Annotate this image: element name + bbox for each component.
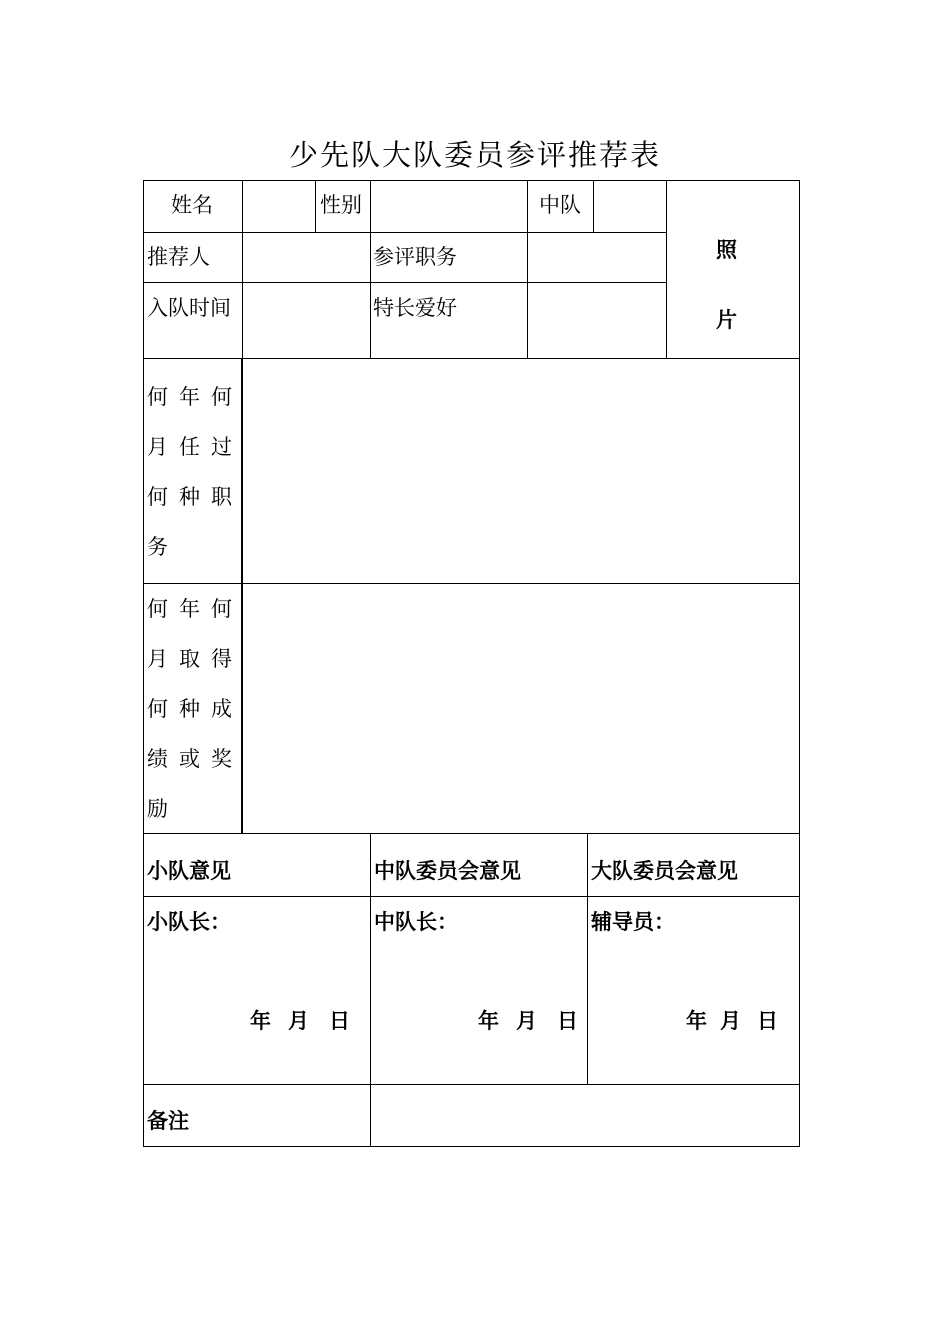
- table-border-bottom: [143, 1146, 800, 1147]
- positions-label-line: 月任过: [147, 435, 243, 459]
- recommender-label: 推荐人: [147, 245, 210, 269]
- position-label: 参评职务: [373, 245, 457, 269]
- table-border-left: [143, 180, 144, 1147]
- squad-committee-opinion-label: 中队委员会意见: [374, 858, 521, 883]
- positions-label-line: 何年何: [147, 385, 243, 409]
- gender-field[interactable]: [372, 182, 526, 231]
- column-divider: [666, 180, 667, 358]
- column-divider: [587, 833, 588, 1084]
- date-year: 年: [250, 1008, 271, 1033]
- date-year: 年: [478, 1008, 499, 1033]
- squad-label: 中队: [539, 193, 581, 217]
- brigade-committee-opinion-label: 大队委员会意见: [591, 858, 738, 883]
- counselor-label: 辅导员：: [591, 909, 675, 934]
- date-month: 月: [720, 1008, 741, 1033]
- awards-label-line: 月取得: [147, 647, 243, 671]
- awards-label: [147, 584, 243, 834]
- row-divider: [143, 1084, 800, 1085]
- date-month: 月: [516, 1008, 537, 1033]
- join-time-label: 入队时间: [147, 296, 231, 320]
- small-team-opinion-label: 小队意见: [147, 858, 231, 883]
- gender-label: 性别: [320, 193, 362, 217]
- row-divider: [143, 896, 800, 897]
- row-divider: [143, 232, 667, 233]
- date-year: 年: [686, 1008, 707, 1033]
- remarks-field[interactable]: [372, 1086, 798, 1145]
- column-divider: [370, 232, 371, 358]
- date-day: 日: [329, 1008, 350, 1033]
- awards-label-line: 何种成: [147, 697, 243, 721]
- photo-label-char2: 片: [716, 307, 737, 332]
- recommender-field[interactable]: [244, 234, 369, 281]
- column-divider: [242, 180, 243, 358]
- column-divider: [527, 180, 528, 358]
- small-team-leader-label: 小队长：: [147, 909, 231, 934]
- positions-label-line: 务: [147, 535, 179, 559]
- positions-field[interactable]: [244, 360, 798, 582]
- photo-label-char1: 照: [716, 237, 737, 262]
- table-border-right: [799, 180, 800, 1147]
- awards-field[interactable]: [244, 585, 798, 832]
- positions-label-line: 何种职: [147, 485, 243, 509]
- column-divider: [593, 180, 594, 232]
- date-month: 月: [288, 1008, 309, 1033]
- join-time-field[interactable]: [244, 284, 369, 357]
- remarks-label: 备注: [147, 1108, 189, 1133]
- photo-area[interactable]: [668, 182, 798, 357]
- squad-committee-opinion-field[interactable]: [372, 940, 586, 1000]
- row-divider: [143, 282, 667, 283]
- small-team-opinion-field[interactable]: [145, 940, 369, 1000]
- squad-leader-label: 中队长：: [374, 909, 458, 934]
- name-label: 姓名: [171, 193, 213, 217]
- page-title: 少先队大队委员参评推荐表: [288, 138, 661, 172]
- awards-label-line: 绩或奖: [147, 747, 243, 771]
- position-field[interactable]: [529, 234, 665, 281]
- date-day: 日: [757, 1008, 778, 1033]
- column-divider: [315, 180, 316, 232]
- hobby-field[interactable]: [529, 284, 665, 357]
- column-divider: [370, 180, 371, 232]
- awards-label-line: 励: [147, 797, 179, 821]
- awards-label-line: 何年何: [147, 597, 243, 621]
- positions-label: [147, 372, 243, 572]
- brigade-committee-opinion-field[interactable]: [589, 940, 798, 1000]
- name-field[interactable]: [244, 182, 314, 231]
- column-divider: [370, 833, 371, 1146]
- squad-field[interactable]: [595, 182, 665, 231]
- hobby-label: 特长爱好: [373, 296, 457, 320]
- date-day: 日: [557, 1008, 578, 1033]
